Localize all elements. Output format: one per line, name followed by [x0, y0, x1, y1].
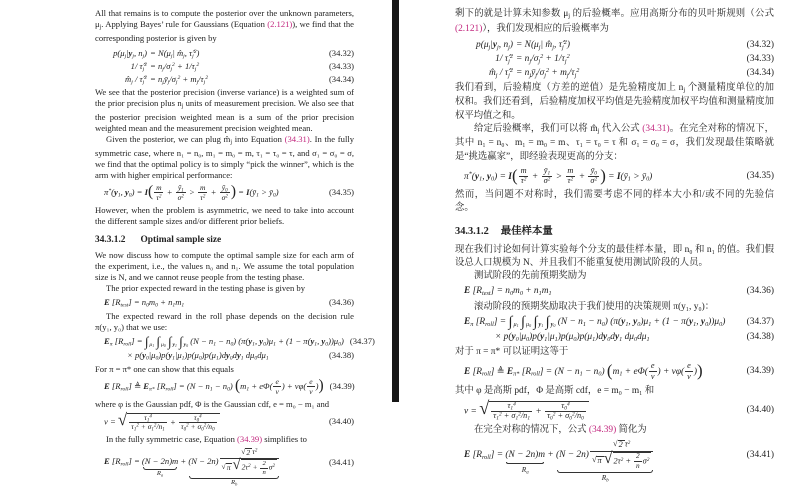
equation-number: (34.34) — [328, 74, 354, 84]
equation-number: (34.34) — [746, 67, 774, 78]
text-segment: j — [99, 24, 102, 31]
equation-lhs: $p(\mu_j|y_j$, $n_j$) — [113, 48, 147, 60]
equation-34-32 — [455, 39, 774, 52]
text-segment: 给定后验概率，我们可以将 m̂ — [474, 123, 598, 134]
text-segment: where φ is the Gaussian pdf, Φ is the Gaussian cdf, e = m₀ − m₁ and — [95, 398, 330, 409]
equation-34-36 — [455, 286, 774, 298]
equation-34-41 — [95, 447, 354, 487]
equation-34-35 — [95, 184, 354, 202]
equation-number: (34.37) — [746, 317, 774, 328]
text-segment: We now discuss how to compute the optimal sample size for each arm of the experiment, i.e., the values n₀ and n₁. We assume the total population size is N, and we cannot reuse people from the testing phase. — [95, 250, 354, 283]
paragraph-precision — [95, 87, 354, 134]
equation-34-33 — [95, 60, 354, 72]
text-segment: units of measurement precision. We also see that the posterior precision weighted mean is a sum of the prior precision weighted mean and the measurement precision weighted mean. — [95, 97, 354, 133]
equation-body: $\pi^*(y_1$, $y_0) = I$( $\frac{m}{\tau^2}$ + $\frac{ȳ_1}{\sigma^2}$ > $\frac{m}{\tau^2}$ + $\frac{ȳ_0}{\sigma^2}$ ) = $I(ȳ_1$ > $ȳ_0$) — [104, 182, 279, 202]
equation-number: (34.32) — [746, 39, 774, 50]
paragraph-posterior-intro — [455, 8, 774, 36]
text-segment: j — [683, 86, 686, 94]
text-segment: All that remains is to compute the posterior over the unknown parameters, μ — [95, 8, 354, 29]
section-heading — [95, 235, 354, 246]
equation-ref-link[interactable]: (34.31) — [284, 133, 310, 144]
paragraph-sample-size — [455, 244, 774, 270]
section-heading — [455, 225, 774, 238]
text-segment: The expected reward in the roll phase depends on the decision rule π(y₁, y₀) that we use: — [95, 311, 354, 332]
equation-rhs: = $N(\mu_j|$ $m̂_j$, $\taû_j^2$) — [150, 48, 200, 60]
text-segment: . In the fully symmetric case, where n₁ = n₀, m₁ = m₀ = m, τ₁ = τ₀ = τ, and σ₁ = σ₀ = σ, we find that the optimal policy is to simply “pick the winner”, which is the arm with higher empirical performance: — [95, 133, 355, 180]
text-segment: 个测量精度单位的加权和。我们还看到，后验精度加权平均值是先验精度加权平均值和测量精度加权平均值之和。 — [455, 82, 774, 121]
equation-body: v = √ $\frac{\tau_1^4}{\tau_1^2 + \sigma_1^2/n_1}$ + $\frac{\tau_0^4}{\tau_0^2 + \sigma_0^2/n_0}$ — [464, 401, 589, 421]
paragraph-gaussian-defs — [95, 399, 354, 410]
equation-34-40 — [455, 397, 774, 423]
text-segment: j — [230, 139, 232, 146]
equation-body: × $p(y_0|\mu_0)p(y_1|\mu_1)p(\mu_0)p(\mu_1)dy_0dy_1$ $d\mu_0d\mu_1$ — [127, 349, 269, 362]
text-segment: 代入公式 — [599, 123, 643, 134]
text-segment: 的后验概率。应用高斯分布的贝叶斯规则（公式 — [570, 9, 774, 19]
equation-34-41 — [455, 439, 774, 484]
text-segment: 在完全对称的情况下，公式 — [474, 425, 589, 436]
section-title: 最佳样本量 — [500, 225, 553, 237]
equation-34-39 — [455, 362, 774, 381]
equation-number: (34.36) — [746, 286, 774, 297]
equation-lhs: $m̂_j$ / $\taû_j^2$ — [489, 66, 513, 79]
text-segment: 对于 π = π* 可以证明这等于 — [455, 347, 569, 358]
equation-body: E $[R_{roll}]$ ≜ $E_{\pi*}$ $[R_{roll}] = (N - n_1 - n_0) (m_1 + e\Phi$( $\frac{e}{v}$ ) + vφ( $\frac{e}{v}$ )) — [104, 376, 324, 396]
equation-body: $\pi^*(y_1$, $y_0) = I$( $\frac{m}{\tau^2}$ + $\frac{ȳ_1}{\sigma^2}$ > $\frac{m}{\tau^2}$ + $\frac{ȳ_0}{\sigma^2}$ ) = $I(ȳ_1$ > $ȳ_0$) — [464, 165, 653, 186]
paragraph-gaussian-defs — [455, 385, 774, 398]
paragraph-pi-star — [455, 346, 774, 359]
equation-34-35 — [455, 167, 774, 186]
equation-34-34 — [455, 67, 774, 80]
equation-body: v = √ $\frac{\tau_1^4}{\tau_1^2 + \sigma_1^2/n_1}$ + $\frac{\tau_0^4}{\tau_0^2 + \sigma_0^2/n_0}$ — [104, 413, 220, 432]
equation-number: (34.38) — [746, 331, 774, 342]
paragraph-pick-winner — [95, 134, 354, 181]
equation-body: E $[R_{roll}] = (N - 2n)m$ $R_a$ + (N − 2n) √ 2 $\tau^2$ √ π √ $2\tau^2$ + $\frac{2}{n}$ $\sigma^2$ $R_b$ — [464, 440, 654, 470]
equation-body: × $p(y_0|\mu_0)p(y_1|\mu_1)p(\mu_0)p(\mu_1)dy_0dy_1$ $d\mu_0d\mu_1$ — [495, 331, 650, 343]
equation-34-38 — [95, 350, 354, 361]
equation-body: E $[R_{test}] = n_0m_0 + n_1m_1$ — [104, 297, 185, 309]
equation-number: (34.38) — [328, 349, 354, 360]
equation-body: $E_\pi$ $[R_{roll}] = \int_{\mu_1}$ $\int_{\mu_0}$ $\int_{y_1}$ $\int_{y_0}$ $(N - n_1 - n_0)$ ($\pi(y_1$, $y_0)\mu_1 + (1 - \pi(y_1$, $y_0))\mu_0$) — [464, 314, 726, 331]
paragraph-precision — [455, 82, 774, 123]
section-title: Optimal sample size — [140, 234, 222, 245]
text-segment: j — [568, 12, 570, 20]
page-english — [0, 0, 392, 487]
equation-ref-link[interactable]: (34.39) — [237, 434, 263, 445]
paragraph-pi-star — [95, 364, 354, 375]
equation-lhs: $m̂_j$ / $\taû_j^2$ — [125, 74, 147, 86]
equation-lhs: 1/ $\taû_j^2$ — [130, 61, 147, 73]
text-segment: 滚动阶段的预期奖励取决于我们使用的决策规则 π(y₁, y₀)： — [474, 301, 715, 312]
equation-ref-link[interactable]: (2.121) — [267, 18, 293, 29]
equation-rhs: = $n_jȳ_j/\sigma_j^2 + m_j/\tau_j^2$ — [516, 66, 580, 79]
paragraph-posterior-intro — [95, 8, 354, 44]
text-segment: 剩下的就是计算未知参数 μ — [455, 9, 569, 19]
equation-rhs: = $N(\mu_j|$ $m̂_j$, $\taû_j^2$) — [516, 38, 570, 51]
text-segment: j — [181, 103, 184, 110]
paragraph-pick-winner — [455, 123, 774, 164]
equation-body: E $[R_{test}] = n_0m_0 + n_1m_1$ — [464, 286, 552, 298]
equation-number: (34.39) — [329, 381, 355, 392]
equation-rhs: = $n_jȳ_j/\sigma_j^2 + m_j/\tau_j^2$ — [150, 74, 209, 86]
equation-body: $E_\pi$ $[R_{roll}] = \int_{\mu_1}$ $\int_{\mu_0}$ $\int_{y_1}$ $\int_{y_0}$ $(N - n_1 - n_0)$ ($\pi(y_1$, $y_0)\mu_1 + (1 - \pi(y_1$, $y_0))\mu_0$) — [104, 334, 344, 350]
text-segment: We see that the posterior precision (inverse variance) is a weighted sum of the prior precision plus n — [95, 87, 354, 108]
text-segment: 简化为 — [616, 425, 647, 436]
equation-34-37 — [455, 314, 774, 331]
equation-group-posterior — [455, 39, 774, 80]
equation-34-39 — [95, 378, 354, 396]
text-segment: 其中 φ 是高斯 pdf，Φ 是高斯 cdf，e = m₀ − m₁ 和 — [455, 385, 655, 396]
page-chinese-translation — [399, 0, 800, 484]
equation-number: (34.32) — [328, 48, 354, 58]
text-segment: However, when the problem is asymmetric, we need to take into account the different sample sizes and/or different prior beliefs. — [95, 204, 354, 226]
equation-34-38 — [455, 332, 774, 344]
paragraph-prior-reward — [95, 283, 354, 294]
text-segment: into Equation — [231, 133, 285, 144]
equation-34-37 — [95, 334, 375, 350]
equation-34-33 — [455, 53, 774, 66]
paragraph-prior-reward — [455, 270, 774, 283]
equation-number: (34.37) — [349, 335, 375, 346]
section-number: 34.3.1.2 — [95, 234, 126, 245]
equation-34-34 — [95, 73, 354, 85]
equation-number: (34.40) — [328, 416, 354, 427]
text-segment: . Applying Bayes’ rule for Gaussians (Equation — [101, 18, 268, 29]
equation-body: E $[R_{roll}] = (N - 2n)m$ $R_a$ + (N − 2n) √ 2 $\tau^2$ √ π √ $2\tau^2$ + $\frac{2}{n}$ $\sigma^2$ $R_b$ — [104, 448, 280, 476]
text-segment: The prior expected reward in the testing phase is given by — [106, 283, 306, 294]
equation-number: (34.39) — [746, 366, 774, 377]
equation-ref-link[interactable]: (34.31) — [642, 123, 670, 134]
section-number: 34.3.1.2 — [455, 225, 489, 237]
paragraph-simplifies — [455, 424, 774, 437]
equation-number: (34.36) — [328, 297, 354, 308]
equation-ref-link[interactable]: (34.39) — [588, 425, 617, 436]
paragraph-roll-reward — [455, 301, 774, 314]
equation-number: (34.35) — [746, 170, 774, 181]
equation-number: (34.33) — [328, 61, 354, 71]
paragraph-asymmetric — [455, 189, 774, 215]
text-segment: 然而，当问题不对称时，我们需要考虑不同的样本大小和/或不同的先验信念。 — [455, 190, 774, 214]
equation-number: (34.41) — [328, 456, 354, 467]
equation-34-32 — [95, 47, 354, 59]
text-segment: simplifies to — [262, 434, 307, 445]
page-divider — [392, 0, 399, 402]
text-segment: ），我们发现相应的后验概率为 — [482, 23, 609, 34]
equation-group-posterior — [95, 47, 354, 85]
equation-number: (34.33) — [746, 53, 774, 64]
text-segment: For π = π* one can show that this equals — [95, 363, 234, 374]
text-segment: In the fully symmetric case, Equation — [106, 434, 238, 445]
equation-rhs: = $n_j/\sigma_j^2 + 1/\tau_j^2$ — [516, 52, 570, 65]
equation-ref-link[interactable]: (2.121) — [455, 23, 483, 34]
text-segment: Given the posterior, we can plug m̂ — [106, 133, 231, 144]
paragraph-roll-reward — [95, 311, 354, 333]
text-segment: 。在完全对称的情况下，其中 n₁ = n₀、m₁ = m₀ = m、τ₁ = τ₀ = τ 和 σ₁ = σ₀ = σ，我们发现最佳策略就是“挑选赢家”，即经验表现更高的分支： — [455, 123, 774, 162]
paragraph-sample-size — [95, 250, 354, 283]
equation-number: (34.40) — [746, 405, 774, 416]
equation-34-36 — [95, 297, 354, 308]
equation-body: E $[R_{roll}]$ ≜ $E_{\pi*}$ $[R_{roll}] = (N - n_1 - n_0) (m_1 + e\Phi$( $\frac{e}{v}$ ) + vφ( $\frac{e}{v}$ )) — [464, 361, 703, 381]
text-segment: 我们看到，后验精度（方差的逆值）是先验精度加上 n — [455, 82, 684, 93]
equation-rhs: = $n_j/\sigma_j^2 + 1/\tau_j^2$ — [150, 61, 200, 73]
text-segment: j — [597, 127, 600, 135]
equation-lhs: 1/ $\taû_j^2$ — [495, 52, 513, 65]
equation-number: (34.35) — [328, 187, 354, 198]
paragraph-simplifies — [95, 434, 354, 445]
text-segment: ), we find that the corresponding posterior is given by — [95, 18, 354, 44]
paragraph-asymmetric — [95, 205, 354, 227]
text-segment: 测试阶段的先前预期奖励为 — [474, 271, 587, 282]
equation-number: (34.41) — [746, 449, 774, 460]
equation-34-40 — [95, 409, 354, 433]
text-segment: 现在我们讨论如何计算实验每个分支的最佳样本量，即 n₀ 和 n₁ 的值。我们假设总人口规模为 N、并且我们不能重复使用测试阶段的人员。 — [455, 244, 774, 268]
equation-lhs: $p(\mu_j|y_j$, $n_j$) — [476, 39, 513, 51]
